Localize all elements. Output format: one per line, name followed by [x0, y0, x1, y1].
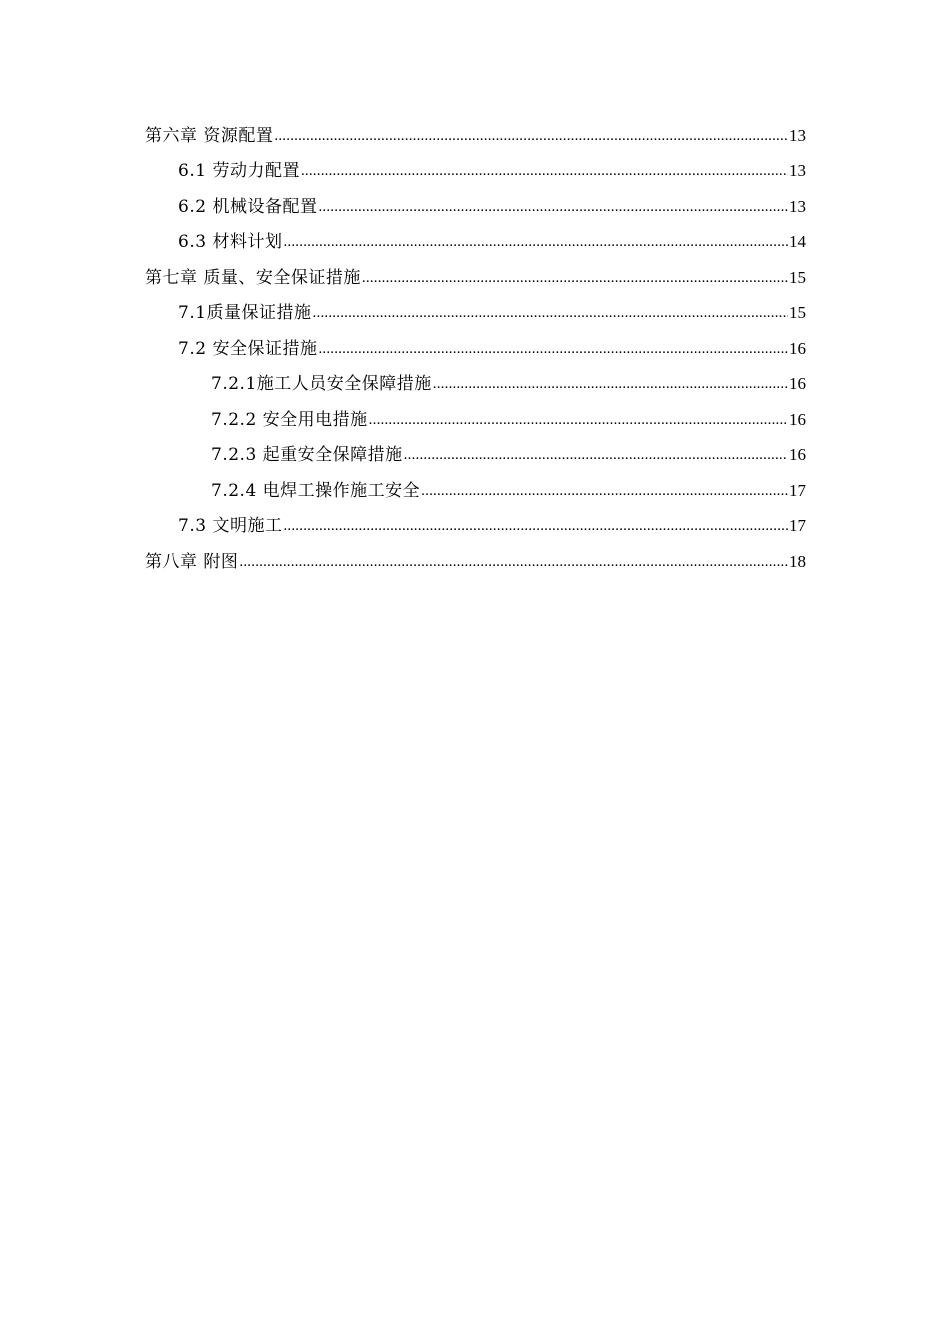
toc-entry-6-2[interactable]	[0, 189, 950, 225]
toc-entry-6-1[interactable]	[0, 154, 950, 190]
toc-entry-7-1[interactable]	[0, 296, 950, 332]
toc-entry-title: 7.2.2 安全用电措施	[211, 409, 368, 430]
toc-entry-7-3[interactable]	[0, 509, 950, 545]
toc-page-number: 15	[789, 303, 806, 323]
toc-page-number: 13	[789, 196, 806, 216]
toc-page-number: 16	[789, 445, 806, 465]
toc-entry-title: 7.2.3 起重安全保障措施	[211, 445, 403, 466]
toc-entry-title: 7.1质量保证措施	[178, 303, 312, 324]
toc-entry-chapter-6[interactable]	[0, 118, 950, 154]
toc-entry-7-2-1[interactable]	[0, 367, 950, 403]
toc-entry-title: 第六章 资源配置	[145, 125, 274, 146]
toc-entry-title: 7.3 文明施工	[178, 516, 283, 537]
toc-entry-title: 7.2.1施工人员安全保障措施	[211, 374, 432, 395]
toc-dot-leader	[283, 232, 788, 252]
toc-page-number: 18	[789, 551, 806, 571]
toc-dot-leader	[404, 445, 788, 465]
toc-dot-leader	[362, 268, 788, 288]
toc-entry-chapter-7[interactable]	[0, 260, 950, 296]
toc-page-number: 13	[789, 125, 806, 145]
toc-dot-leader	[318, 197, 788, 217]
toc-entry-title: 6.2 机械设备配置	[178, 196, 318, 217]
toc-dot-leader	[318, 339, 788, 359]
toc-entry-title: 6.1 劳动力配置	[178, 161, 300, 182]
toc-page-number: 16	[789, 409, 806, 429]
toc-page-number: 17	[789, 480, 806, 500]
toc-dot-leader	[313, 303, 788, 323]
toc-entry-title: 7.2 安全保证措施	[178, 338, 318, 359]
toc-entry-7-2[interactable]	[0, 331, 950, 367]
toc-entry-title: 第八章 附图	[145, 551, 239, 572]
toc-page-number: 16	[789, 338, 806, 358]
toc-dot-leader	[433, 374, 788, 394]
toc-dot-leader	[274, 126, 788, 146]
toc-dot-leader	[283, 516, 788, 536]
toc-entry-7-2-2[interactable]	[0, 402, 950, 438]
table-of-contents	[0, 118, 950, 580]
toc-dot-leader	[239, 552, 788, 572]
toc-entry-7-2-4[interactable]	[0, 473, 950, 509]
toc-entry-title: 第七章 质量、安全保证措施	[145, 267, 361, 288]
toc-entry-chapter-8[interactable]	[0, 544, 950, 580]
toc-entry-7-2-3[interactable]	[0, 438, 950, 474]
toc-entry-title: 6.3 材料计划	[178, 232, 283, 253]
toc-dot-leader	[301, 161, 788, 181]
toc-page-number: 17	[789, 516, 806, 536]
toc-page-number: 14	[789, 232, 806, 252]
toc-dot-leader	[421, 481, 788, 501]
toc-page-number: 15	[789, 267, 806, 287]
toc-page-number: 13	[789, 161, 806, 181]
toc-entry-6-3[interactable]	[0, 225, 950, 261]
toc-dot-leader	[369, 410, 788, 430]
toc-page-number: 16	[789, 374, 806, 394]
toc-entry-title: 7.2.4 电焊工操作施工安全	[211, 480, 421, 501]
